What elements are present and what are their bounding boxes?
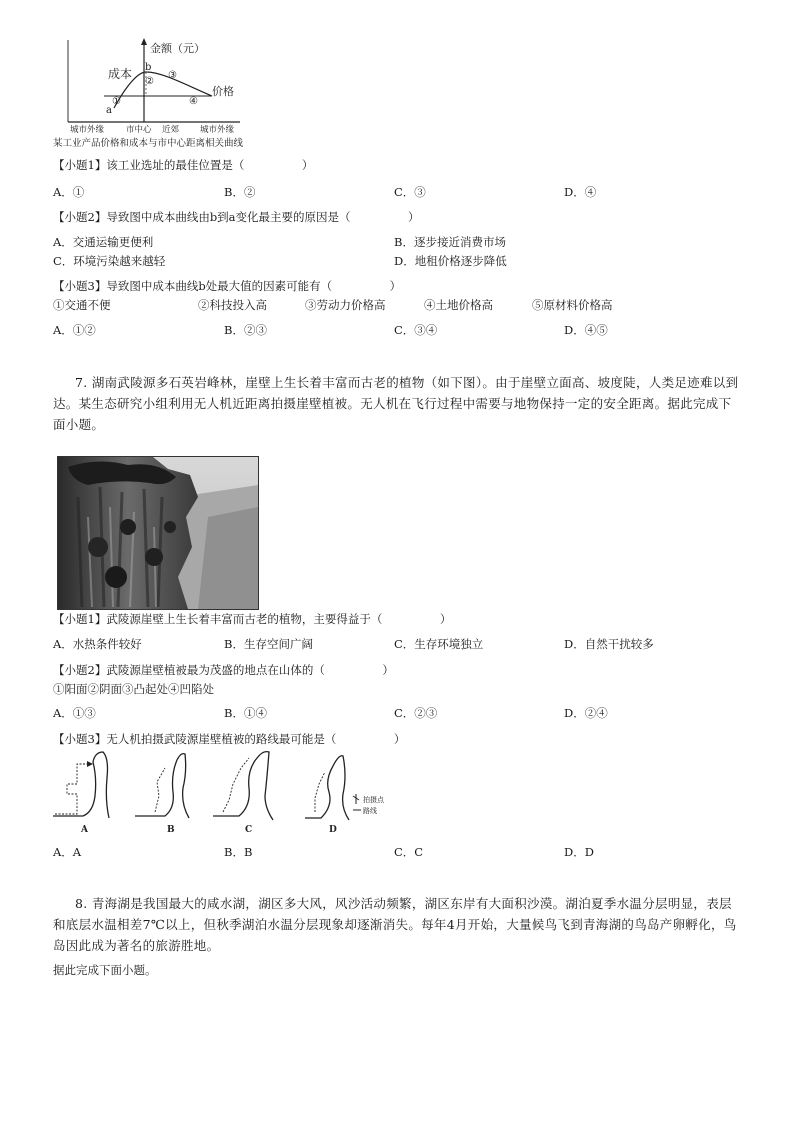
region-1-label: ① (112, 96, 121, 107)
panel-label-d: D (329, 825, 337, 835)
route-panel-a (53, 752, 109, 835)
q7-sub1-option-b[interactable]: B．生存空间广阔 (224, 637, 313, 651)
panel-label-c: C (245, 825, 253, 835)
x-label-suburb: 近郊 (162, 125, 180, 135)
q8-intro-text: 青海湖是我国最大的咸水湖，湖区多大风，风沙活动频繁，湖区东岸有大面积沙漠。湖泊夏季水温分层明显，表层和底层水温相差7℃以上，但秋季湖泊水温分层现象却逐渐消失。每年4月开始，大量候鸟飞到青海湖的鸟岛产卵孵化，鸟岛因此成为著名的旅游胜地。 (53, 896, 737, 953)
cliff-outline-b (135, 754, 189, 818)
cliff-outline-a (53, 752, 109, 818)
legend-point-icon (353, 794, 359, 804)
route-arrow-a (87, 761, 93, 767)
q7-sub1-option-c[interactable]: C．生存环境独立 (394, 637, 484, 651)
region-3-label: ③ (168, 70, 177, 81)
figure-caption: 某工业产品价格和成本与市中心距离相关曲线 (53, 138, 244, 149)
q7-number: 7. (75, 375, 88, 390)
q7-sub1-option-a[interactable]: A．水热条件较好 (53, 637, 142, 651)
q6-sub3-option-d[interactable]: D．④⑤ (564, 323, 608, 337)
legend-route-label: 路线 (363, 807, 377, 815)
q7-sub1-option-d[interactable]: D．自然干扰较多 (564, 637, 654, 651)
region-4-label: ④ (189, 96, 198, 107)
q6-sub3-factor-1: ①交通不便 (53, 298, 111, 312)
q7-sub2-option-d[interactable]: D．②④ (564, 706, 608, 720)
panel-label-a: A (81, 825, 88, 835)
route-line-b (155, 768, 165, 812)
q7-sub3-stem: 【小题3】无人机拍摄武陵源崖壁植被的路线最可能是（ ） (53, 732, 406, 746)
q7-sub3-option-c[interactable]: C．C (394, 845, 424, 859)
q7-sub3-option-d[interactable]: D．D (564, 845, 594, 859)
q7-sub3-option-b[interactable]: B．B (224, 845, 253, 859)
x-label-outer-right: 城市外缘 (200, 125, 235, 135)
y-axis-label: 金额（元） (150, 42, 205, 55)
q8-number: 8. (75, 896, 88, 911)
q6-sub1-stem: 【小题1】该工业选址的最佳位置是（ ） (53, 158, 314, 172)
point-a-label: a (106, 105, 112, 116)
q6-sub1-option-c[interactable]: C．③ (394, 185, 426, 199)
q6-sub2-option-d[interactable]: D．地租价格逐步降低 (394, 254, 507, 268)
q7-sub2-list: ①阳面②阴面③凸起处④凹陷处 (53, 682, 214, 696)
cliff-photo (57, 456, 259, 610)
q7-sub2-stem: 【小题2】武陵源崖壁植被最为茂盛的地点在山体的（ ） (53, 663, 394, 677)
q6-sub2-option-c[interactable]: C．环境污染越来越轻 (53, 254, 166, 268)
cliff-photo-drawing (58, 457, 258, 609)
price-cost-chart (54, 36, 254, 136)
route-line-a (55, 764, 87, 814)
q6-sub3-stem: 【小题3】导致图中成本曲线b处最大值的因素可能有（ ） (53, 279, 402, 293)
q6-sub3-option-a[interactable]: A．①② (53, 323, 96, 337)
q6-sub1-option-b[interactable]: B．② (224, 185, 256, 199)
q6-sub3-factor-3: ③劳动力价格高 (305, 298, 386, 312)
q6-sub2-option-a[interactable]: A．交通运输更便利 (53, 235, 154, 249)
q6-sub3-factor-4: ④土地价格高 (424, 298, 493, 312)
q6-sub3-factor-5: ⑤原材料价格高 (532, 298, 613, 312)
q7-sub2-option-c[interactable]: C．②③ (394, 706, 438, 720)
drone-route-diagram (53, 748, 393, 838)
y-axis-arrow (141, 38, 147, 45)
q6-sub2-option-b[interactable]: B．逐步接近消费市场 (394, 235, 506, 249)
legend-point-label: 拍摄点 (363, 796, 384, 804)
route-panel-d (305, 756, 385, 835)
price-cost-figure (54, 36, 254, 136)
route-line-c (223, 758, 249, 812)
route-line-d (315, 772, 325, 812)
drone-route-figure (53, 748, 393, 838)
q7-intro-text: 湖南武陵源多石英岩峰林，崖壁上生长着丰富而古老的植物（如下图）。由于崖壁立面高、坡度陡，人类足迹难以到达。某生态研究小组利用无人机近距离拍摄崖壁植被。无人机在飞行过程中需要与地物保持一定的安全距离。据此完成下面小题。 (53, 375, 739, 432)
cost-label: 成本 (108, 67, 133, 81)
q6-sub3-option-c[interactable]: C．③④ (394, 323, 438, 337)
point-b-label: b (145, 62, 152, 73)
q6-sub3-option-b[interactable]: B．②③ (224, 323, 267, 337)
price-label: 价格 (212, 85, 234, 98)
q6-sub1-option-d[interactable]: D．④ (564, 185, 597, 199)
q6-sub1-option-a[interactable]: A．① (53, 185, 85, 199)
cliff-outline-c (213, 752, 273, 820)
panel-label-b: B (167, 825, 175, 835)
q7-intro-paragraph (53, 372, 743, 435)
route-panel-c (213, 752, 273, 835)
cliff-outline-d (305, 756, 349, 820)
x-label-outer-left: 城市外缘 (70, 125, 105, 135)
q7-sub2-option-a[interactable]: A．①③ (53, 706, 96, 720)
x-label-center: 市中心 (126, 125, 152, 135)
q7-sub2-option-b[interactable]: B．①④ (224, 706, 267, 720)
q8-tail-text: 据此完成下面小题。 (53, 963, 157, 977)
route-panel-b (135, 754, 189, 835)
q8-intro-paragraph (53, 893, 743, 956)
q6-sub2-stem: 【小题2】导致图中成本曲线由b到a变化最主要的原因是（ ） (53, 210, 420, 224)
q7-sub1-stem: 【小题1】武陵源崖壁上生长着丰富而古老的植物，主要得益于（ ） (53, 612, 452, 626)
q6-sub3-factor-2: ②科技投入高 (198, 298, 267, 312)
region-2-label: ② (145, 76, 154, 87)
q7-sub3-option-a[interactable]: A．A (53, 845, 82, 859)
